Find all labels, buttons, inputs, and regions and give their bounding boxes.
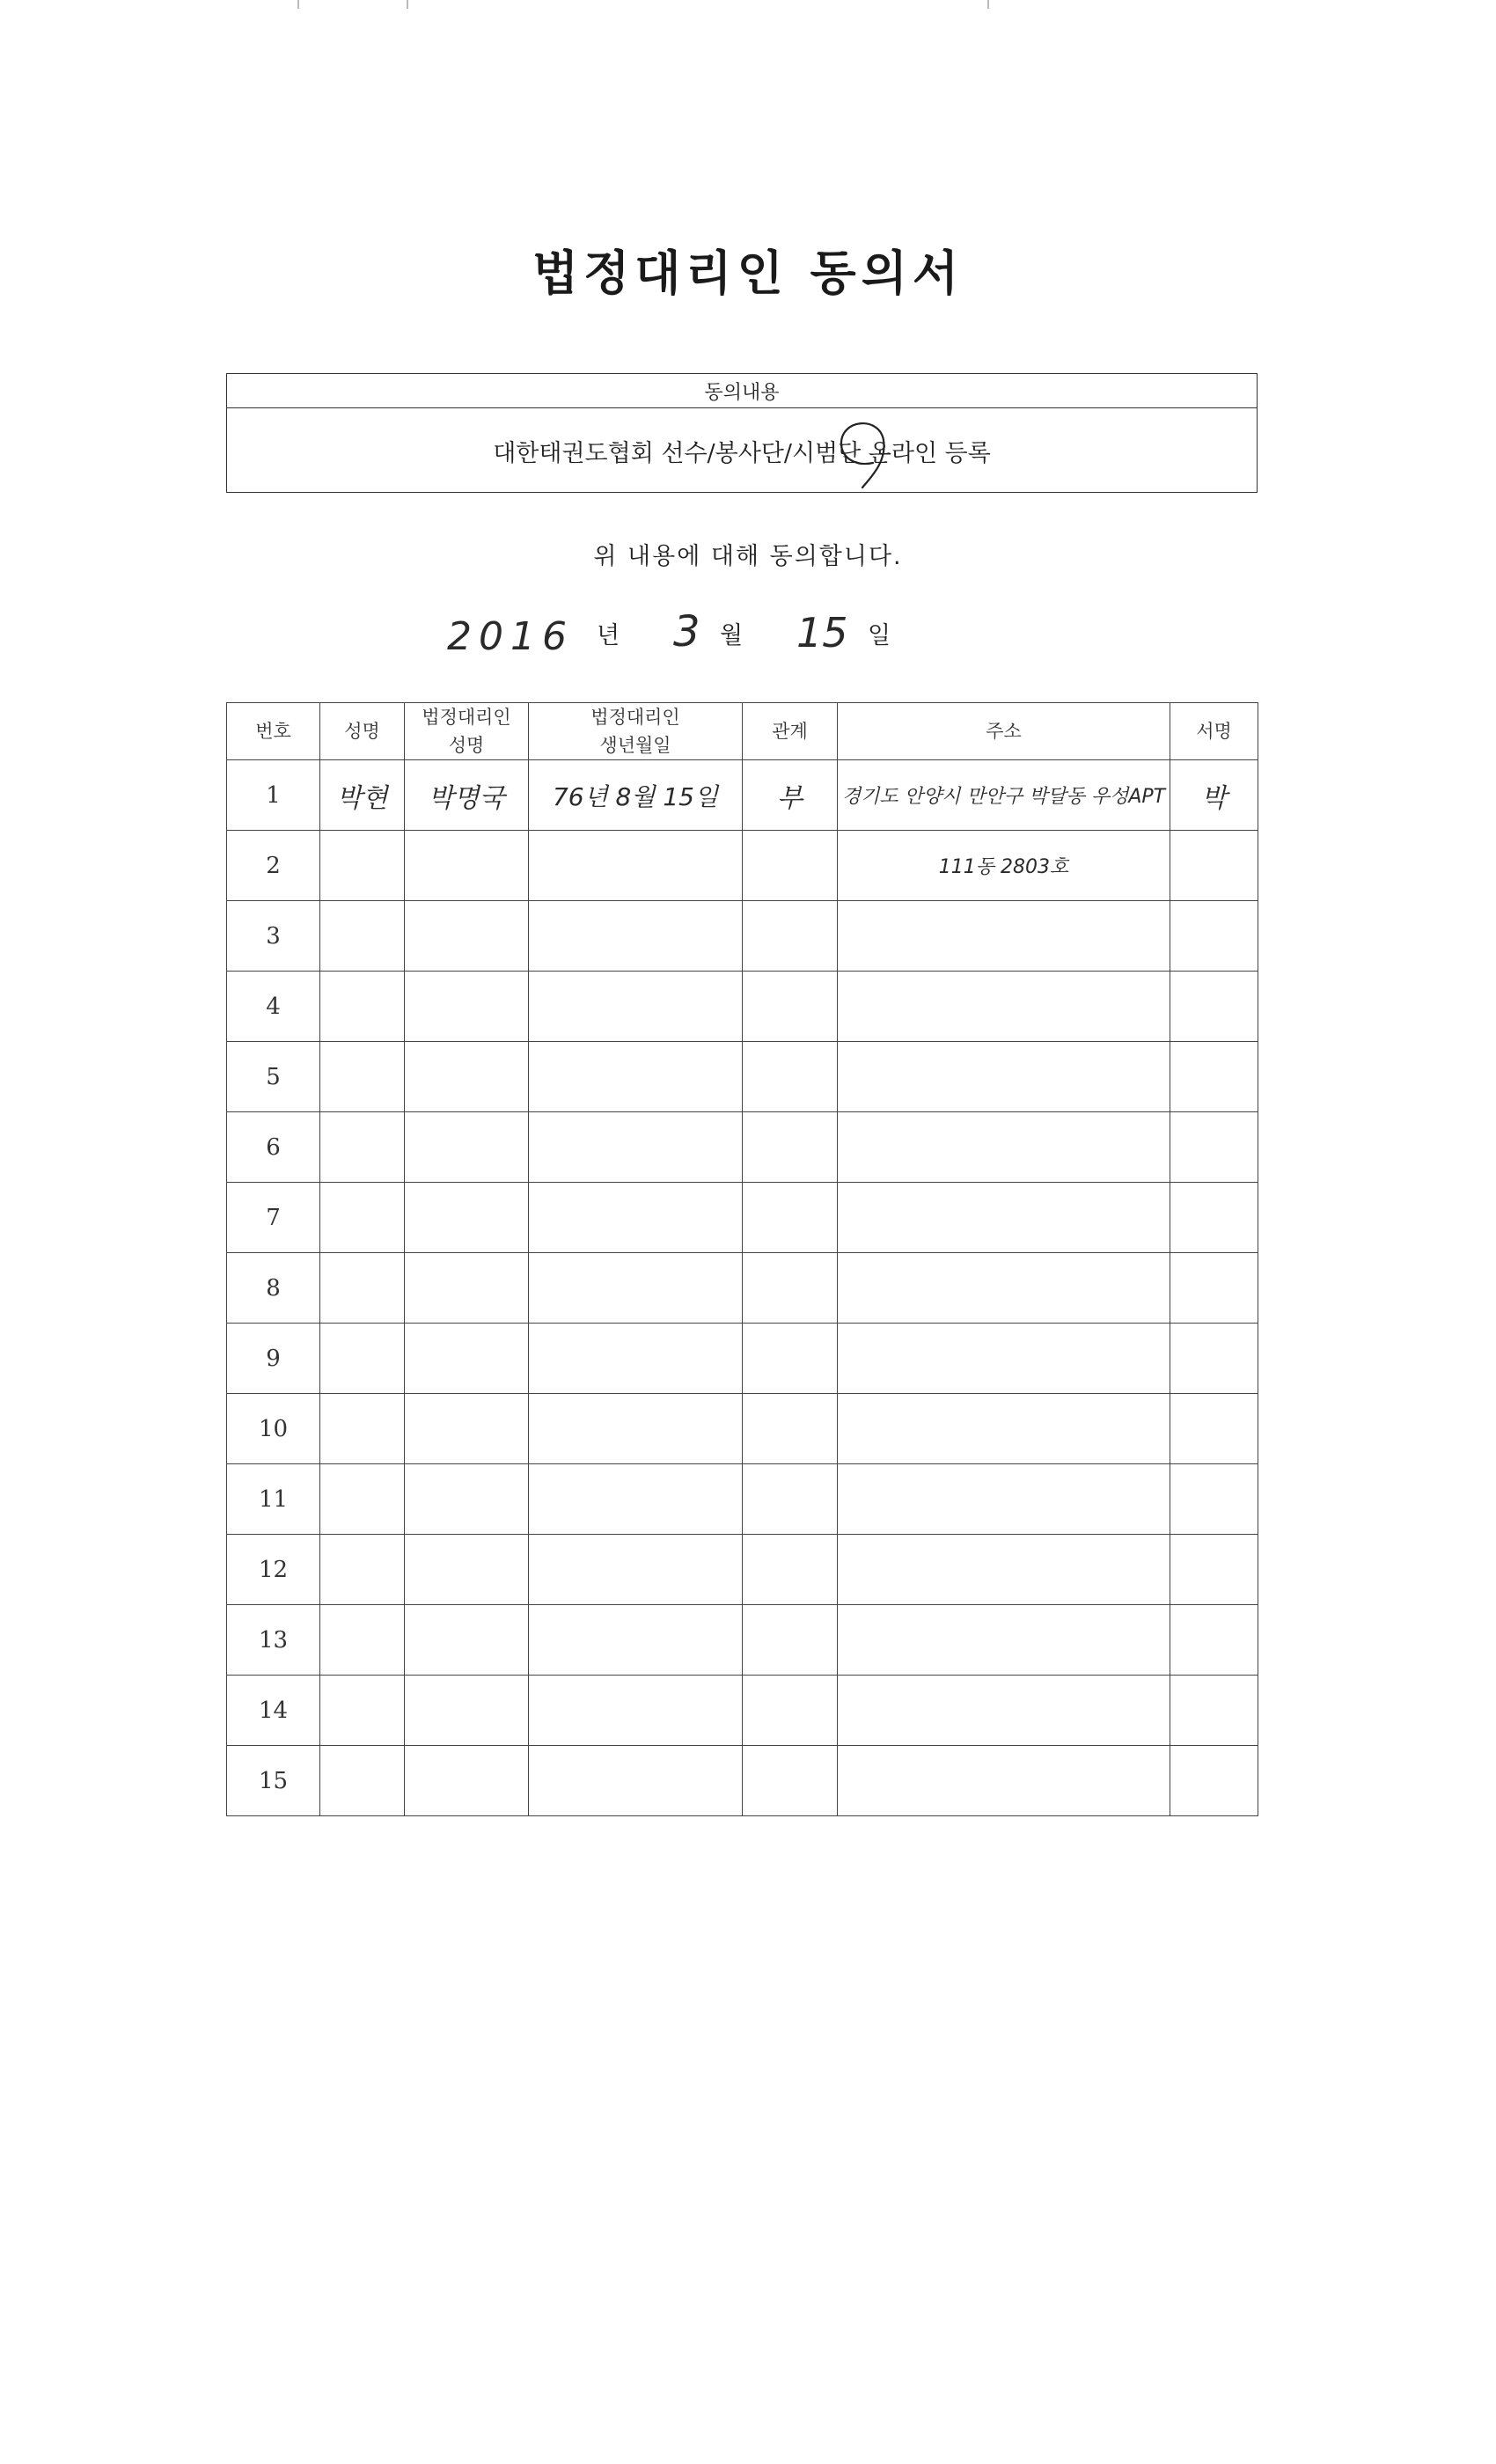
cell-signature [1170,1676,1258,1746]
cell-no-text: 4 [266,993,281,1020]
cell-name [320,1535,405,1605]
header-address: 주소 [838,703,1170,760]
cell-no-text: 8 [266,1274,281,1302]
date-year-label: 년 [597,622,620,649]
table-row [227,1464,1258,1535]
cell-guardian-dob-text: 76년 8월 15일 [552,781,719,811]
cell-signature [1170,1394,1258,1464]
cell-no [227,760,320,831]
cell-name [320,1746,405,1816]
cell-signature [1170,1042,1258,1112]
cell-guardian-name [405,1535,529,1605]
cell-address [838,1464,1170,1535]
table-row [227,1535,1258,1605]
cell-name [320,1112,405,1183]
cell-guardian-name [405,1324,529,1394]
cell-no-text: 5 [266,1063,281,1090]
cell-relation [743,1253,838,1324]
table-row [227,1112,1258,1183]
cell-guardian-dob [529,1676,743,1746]
cell-guardian-name [405,901,529,972]
table-row [227,1676,1258,1746]
table-row [227,901,1258,972]
cell-signature [1170,1183,1258,1253]
cell-signature [1170,901,1258,972]
cell-no-text: 2 [266,852,281,879]
consent-header: 동의내용 [227,374,1257,408]
cell-name [320,1324,405,1394]
table-row [227,760,1258,831]
cell-signature [1170,1112,1258,1183]
cell-no [227,1464,320,1535]
cell-guardian-dob [529,1042,743,1112]
cell-signature [1170,1535,1258,1605]
cell-address [838,831,1170,901]
cell-guardian-dob [529,901,743,972]
cell-relation [743,1112,838,1183]
scan-mark [297,0,299,9]
cell-relation [743,901,838,972]
cell-no [227,972,320,1042]
cell-guardian-dob [529,1746,743,1816]
header-guardian-dob-line1: 법정대리인 [590,707,680,728]
table-row [227,1324,1258,1394]
cell-guardian-dob [529,1605,743,1676]
cell-signature-text: 박 [1201,782,1227,814]
cell-name [320,1676,405,1746]
cell-address [838,1042,1170,1112]
cell-relation [743,1324,838,1394]
cell-address [838,901,1170,972]
cell-guardian-name [405,1464,529,1535]
cell-signature [1170,1253,1258,1324]
cell-no [227,1394,320,1464]
table-header-row [227,703,1258,760]
cell-no-text: 13 [258,1626,289,1654]
consent-body-text: 대한태권도협회 선수/봉사단/시범단 온라인 등록 [493,439,991,467]
cell-address [838,760,1170,831]
cell-name [320,831,405,901]
cell-address [838,1605,1170,1676]
date-month-label: 월 [720,622,744,649]
cell-address [838,1183,1170,1253]
header-no: 번호 [227,703,320,760]
header-name: 성명 [320,703,405,760]
cell-relation-text: 부 [777,782,803,814]
cell-no [227,1042,320,1112]
cell-relation [743,1183,838,1253]
cell-name [320,760,405,831]
cell-no [227,1535,320,1605]
cell-guardian-name [405,972,529,1042]
table-row [227,1042,1258,1112]
cell-no-text: 14 [258,1697,289,1724]
cell-relation [743,1605,838,1676]
cell-no-text: 15 [258,1767,289,1794]
cell-guardian-name-text: 박명국 [428,782,505,814]
header-guardian-name-line2: 성명 [448,735,485,756]
cell-guardian-name [405,760,529,831]
date-year-handwritten: 2016 [447,614,574,659]
cell-signature [1170,1324,1258,1394]
cell-no-text: 11 [258,1485,289,1513]
date-day-handwritten: 15 [796,609,848,656]
cell-guardian-dob [529,972,743,1042]
header-relation: 관계 [743,703,838,760]
cell-signature [1170,1464,1258,1535]
cell-no [227,1112,320,1183]
cell-guardian-name [405,1042,529,1112]
cell-signature [1170,1746,1258,1816]
table-row [227,1394,1258,1464]
table-row [227,1183,1258,1253]
cell-relation [743,831,838,901]
consent-body [227,408,1257,493]
cell-guardian-dob [529,1464,743,1535]
cell-no [227,1676,320,1746]
cell-guardian-name [405,1605,529,1676]
header-guardian-dob-line2: 생년월일 [599,735,671,756]
cell-guardian-name [405,1676,529,1746]
cell-name [320,1183,405,1253]
cell-guardian-name [405,1746,529,1816]
cell-guardian-dob [529,1324,743,1394]
table-row [227,1746,1258,1816]
table-row [227,972,1258,1042]
cell-guardian-dob [529,1394,743,1464]
cell-guardian-dob [529,760,743,831]
cell-guardian-dob [529,1535,743,1605]
cell-address [838,1746,1170,1816]
cell-guardian-dob [529,831,743,901]
cell-guardian-dob [529,1112,743,1183]
cell-relation [743,1464,838,1535]
cell-relation [743,1676,838,1746]
cell-no-text: 3 [266,922,281,950]
cell-guardian-name [405,1112,529,1183]
cell-no-text: 9 [266,1345,281,1372]
scan-mark [987,0,989,9]
cell-relation [743,1535,838,1605]
cell-relation [743,1042,838,1112]
cell-no [227,1746,320,1816]
cell-signature [1170,1605,1258,1676]
cell-address [838,1535,1170,1605]
cell-guardian-name [405,1253,529,1324]
cell-name [320,1605,405,1676]
header-guardian-name-line1: 법정대리인 [422,707,511,728]
cell-no [227,1253,320,1324]
date-month-handwritten: 3 [673,607,700,656]
cell-relation [743,760,838,831]
table-row [227,831,1258,901]
cell-no-text: 1 [266,781,281,809]
cell-signature [1170,760,1258,831]
hand-drawn-circle-mark [831,408,892,489]
agreement-statement: 위 내용에 대해 동의합니다. [593,543,903,570]
header-guardian-dob [529,703,743,760]
cell-guardian-name [405,1183,529,1253]
date-day-label: 일 [868,622,891,649]
document-title: 법정대리인 동의서 [532,245,964,301]
cell-relation [743,1746,838,1816]
cell-no-text: 6 [266,1133,281,1161]
cell-relation [743,972,838,1042]
cell-address [838,1112,1170,1183]
cell-address [838,1394,1170,1464]
cell-name-text: 박현 [336,782,388,814]
cell-address-text: 경기도 안양시 만안구 박달동 우성APT [841,786,1166,808]
cell-address [838,1676,1170,1746]
cell-address-text: 111동 2803호 [938,856,1069,878]
cell-no-text: 7 [266,1204,281,1231]
cell-name [320,1394,405,1464]
cell-no [227,1605,320,1676]
guardian-roster-table [226,702,1258,1816]
cell-no [227,831,320,901]
consent-content-box [226,373,1258,493]
cell-name [320,1253,405,1324]
table-row [227,1253,1258,1324]
cell-no [227,901,320,972]
cell-signature [1170,972,1258,1042]
cell-no-text: 10 [258,1415,289,1442]
scan-mark [407,0,408,9]
cell-relation [743,1394,838,1464]
cell-address [838,1253,1170,1324]
table-row [227,1605,1258,1676]
cell-guardian-name [405,1394,529,1464]
cell-no [227,1183,320,1253]
cell-name [320,901,405,972]
cell-signature [1170,831,1258,901]
cell-guardian-dob [529,1253,743,1324]
cell-name [320,1042,405,1112]
cell-no [227,1324,320,1394]
cell-name [320,1464,405,1535]
cell-name [320,972,405,1042]
cell-no-text: 12 [258,1556,289,1583]
cell-guardian-dob [529,1183,743,1253]
header-signature: 서명 [1170,703,1258,760]
cell-guardian-name [405,831,529,901]
cell-address [838,972,1170,1042]
header-guardian-name [405,703,529,760]
table-body [227,760,1258,1816]
cell-address [838,1324,1170,1394]
